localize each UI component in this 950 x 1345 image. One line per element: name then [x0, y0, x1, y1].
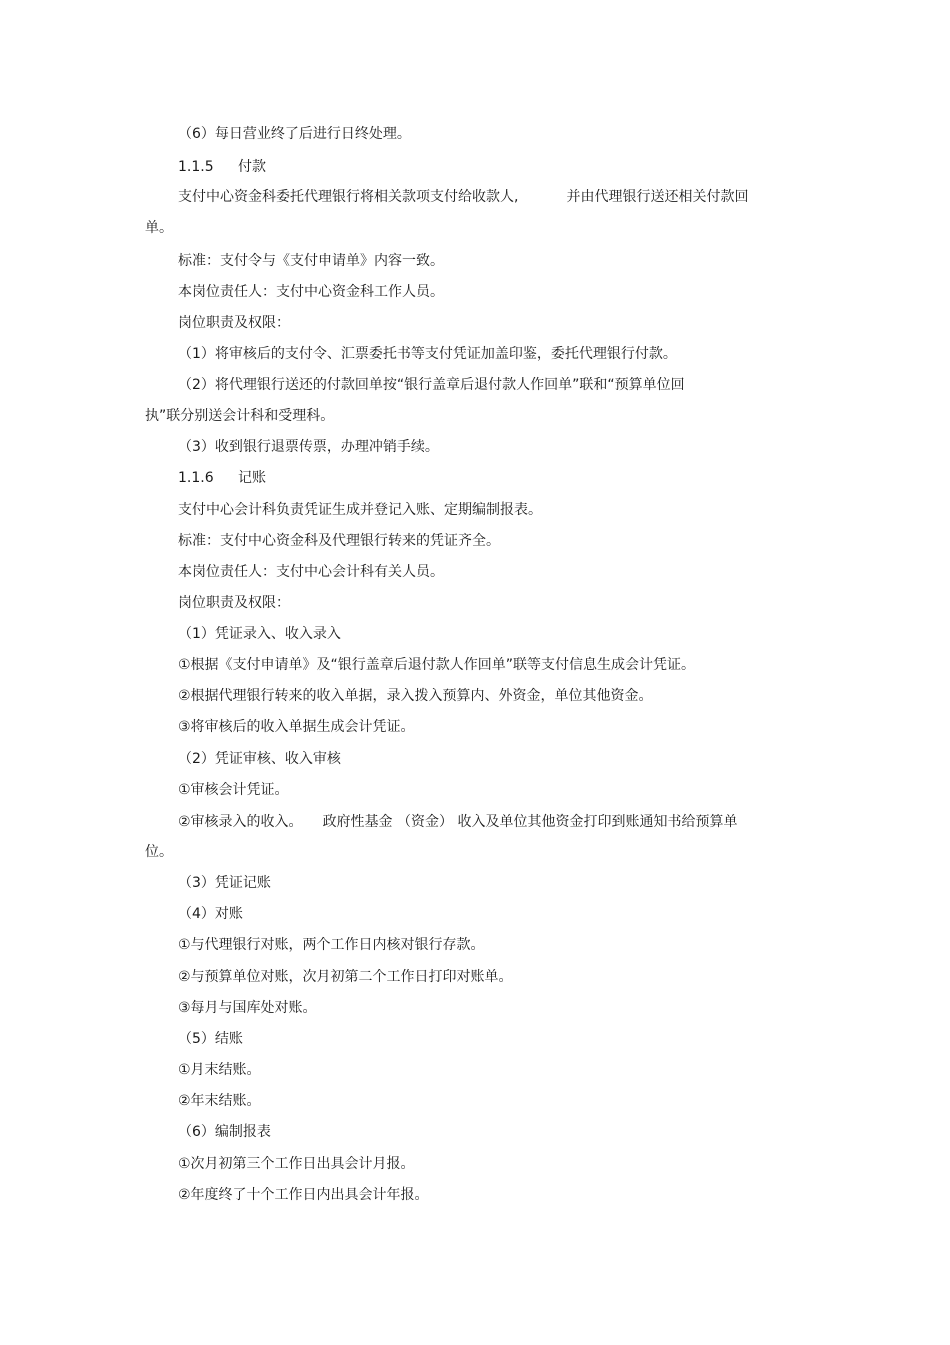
- paragraph-text-part: 政府性基金 （资金） 收入及单位其他资金打印到账通知书给预算单: [322, 814, 738, 830]
- section-number: 1.1.5: [178, 159, 214, 175]
- list-subitem: ①月末结账。: [178, 1062, 261, 1078]
- section-title: 付款: [238, 159, 266, 175]
- list-subitem: ②年度终了十个工作日内出具会计年报。: [178, 1187, 429, 1203]
- list-subitem: ①审核会计凭证。: [178, 782, 289, 798]
- list-item: （3）收到银行退票传票，办理冲销手续。: [178, 439, 439, 455]
- paragraph-duties-heading: 岗位职责及权限：: [178, 595, 290, 611]
- list-subitem: ③每月与国库处对账。: [178, 1000, 317, 1016]
- section-title: 记账: [238, 470, 266, 486]
- list-subitem: [178, 812, 737, 832]
- paragraph-text-part: ②审核录入的收入。: [178, 814, 303, 830]
- list-subitem: ①与代理银行对账，两个工作日内核对银行存款。: [178, 937, 485, 953]
- paragraph-continuation: 单。: [145, 220, 173, 236]
- list-item: （3）凭证记账: [178, 875, 271, 891]
- list-item: （2）凭证审核、收入审核: [178, 751, 341, 767]
- paragraph-responsible: 本岗位责任人：支付中心资金科工作人员。: [178, 284, 444, 300]
- list-item: （6）编制报表: [178, 1124, 271, 1140]
- paragraph-text-part: 并由代理银行送还相关付款回: [566, 189, 749, 205]
- list-subitem: ①根据《支付申请单》及“银行盖章后退付款人作回单”联等支付信息生成会计凭证。: [178, 657, 696, 673]
- list-item: （1）凭证录入、收入录入: [178, 626, 341, 642]
- paragraph-text-part: 支付中心资金科委托代理银行将相关款项支付给收款人,: [178, 189, 519, 205]
- list-subitem: ①次月初第三个工作日出具会计月报。: [178, 1156, 415, 1172]
- list-item: （4）对账: [178, 906, 243, 922]
- section-number: 1.1.6: [178, 470, 214, 486]
- paragraph-duties-heading: 岗位职责及权限：: [178, 315, 290, 331]
- list-item: （2）将代理银行送还的付款回单按“银行盖章后退付款人作回单”联和“预算单位回: [178, 377, 685, 393]
- paragraph-standard: 标准：支付中心资金科及代理银行转来的凭证齐全。: [178, 533, 500, 549]
- list-subitem: ②根据代理银行转来的收入单据，录入拨入预算内、外资金，单位其他资金。: [178, 688, 653, 704]
- paragraph-continuation: 位。: [145, 844, 173, 860]
- section-heading-1-1-6: [178, 468, 266, 488]
- list-subitem: ②与预算单位对账，次月初第二个工作日打印对账单。: [178, 969, 513, 985]
- paragraph-payment-intro: [178, 187, 748, 207]
- paragraph-continuation: 执”联分别送会计科和受理科。: [145, 408, 335, 424]
- list-subitem: ②年末结账。: [178, 1093, 261, 1109]
- paragraph-accounting-intro: 支付中心会计科负责凭证生成并登记入账、定期编制报表。: [178, 502, 542, 518]
- list-item: （5）结账: [178, 1031, 243, 1047]
- paragraph-responsible: 本岗位责任人：支付中心会计科有关人员。: [178, 564, 444, 580]
- list-item: （1）将审核后的支付令、汇票委托书等支付凭证加盖印鉴，委托代理银行付款。: [178, 346, 677, 362]
- paragraph-daily-closing: （6）每日营业终了后进行日终处理。: [178, 126, 411, 142]
- section-heading-1-1-5: [178, 157, 266, 177]
- paragraph-standard: 标准：支付令与《支付申请单》内容一致。: [178, 253, 444, 269]
- list-subitem: ③将审核后的收入单据生成会计凭证。: [178, 719, 415, 735]
